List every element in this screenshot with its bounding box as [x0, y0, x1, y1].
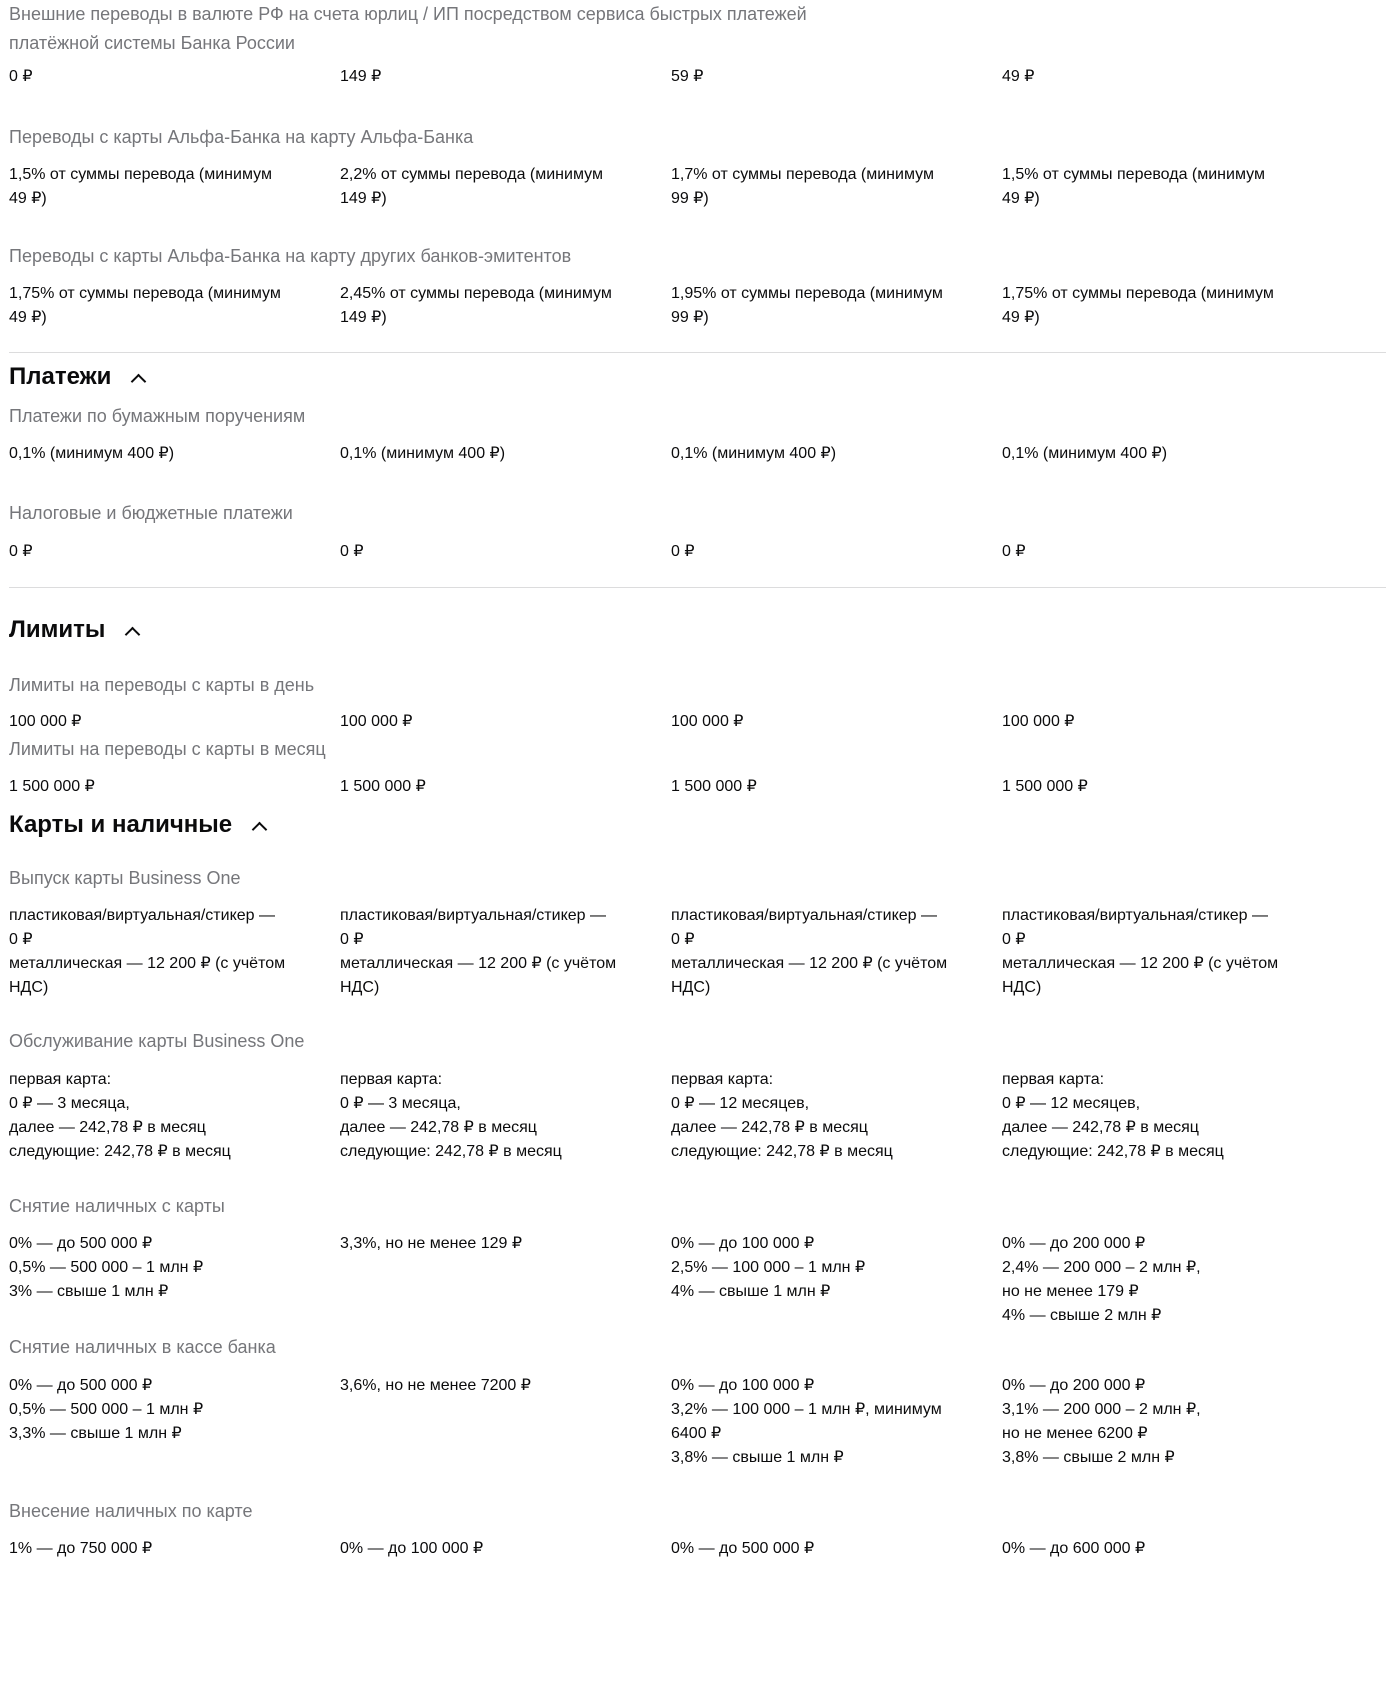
cell-line: следующие: 242,78 ₽ в месяц [9, 1143, 231, 1160]
cell-line: пластиковая/виртуальная/стикер — [1002, 907, 1268, 924]
cell-line: 3,2% — 100 000 – 1 млн ₽, минимум [671, 1401, 942, 1418]
chevron-up-icon[interactable] [252, 821, 268, 837]
cell-alfa-to-other-col2 [340, 282, 630, 330]
cell-line: металлическая — 12 200 ₽ (с учётом [340, 955, 617, 972]
cell-line: 0% — до 100 000 ₽ [340, 1540, 484, 1557]
cell-line: 0 ₽ — 3 месяца, [340, 1095, 461, 1112]
cell-text: 100 000 ₽ [9, 713, 82, 730]
cell-line: 6400 ₽ [671, 1425, 722, 1442]
cell-line: следующие: 242,78 ₽ в месяц [340, 1143, 562, 1160]
cell-card-service-col2 [340, 1068, 630, 1164]
section-header-cards[interactable] [9, 810, 265, 840]
cell-line: 0 ₽ [1002, 931, 1026, 948]
cell-line: металлическая — 12 200 ₽ (с учётом [9, 955, 286, 972]
cell-line: 99 ₽) [671, 309, 709, 326]
cell-tax-col3 [671, 540, 961, 564]
cell-line: 1,7% от суммы перевода (минимум [671, 166, 934, 183]
row-label-limit-month: Лимиты на переводы с карты в месяц [9, 739, 326, 759]
cell-text: 1 500 000 ₽ [1002, 778, 1088, 795]
cell-line: 0% — до 100 000 ₽ [671, 1235, 815, 1252]
cell-sbp-col4 [1002, 65, 1292, 89]
cell-line: 0% — до 200 000 ₽ [1002, 1377, 1146, 1394]
cell-line: 49 ₽) [1002, 309, 1040, 326]
section-divider [9, 587, 1386, 588]
cell-line: 0% — до 500 000 ₽ [671, 1540, 815, 1557]
cell-line: далее — 242,78 ₽ в месяц [340, 1119, 537, 1136]
cell-limit-day-col2 [340, 710, 630, 734]
cell-line: металлическая — 12 200 ₽ (с учётом [1002, 955, 1279, 972]
cell-line: 0,5% — 500 000 – 1 млн ₽ [9, 1259, 204, 1276]
cell-line: 2,2% от суммы перевода (минимум [340, 166, 603, 183]
cell-line: НДС) [1002, 979, 1042, 996]
row-label-text-line2: платёжной системы Банка России [9, 33, 295, 53]
chevron-up-icon[interactable] [125, 626, 141, 642]
cell-line: 99 ₽) [671, 190, 709, 207]
cell-cash-desk-col1 [9, 1374, 299, 1446]
cell-text: 100 000 ₽ [340, 713, 413, 730]
cell-alfa-to-alfa-col1 [9, 163, 299, 211]
cell-line: 1,5% от суммы перевода (минимум [1002, 166, 1265, 183]
cell-cash-card-col3 [671, 1232, 961, 1304]
cell-line: первая карта: [671, 1071, 774, 1088]
cell-deposit-col2 [340, 1537, 630, 1561]
cell-alfa-to-alfa-col4 [1002, 163, 1292, 211]
cell-alfa-to-other-col3 [671, 282, 961, 330]
cell-card-issue-col3 [671, 904, 961, 1000]
cell-deposit-col1 [9, 1537, 299, 1561]
row-label-alfa-to-alfa: Переводы с карты Альфа-Банка на карту Альфа-Банка [9, 127, 474, 147]
cell-text: 0,1% (минимум 400 ₽) [671, 445, 837, 462]
cell-line: 1,5% от суммы перевода (минимум [9, 166, 272, 183]
row-label-tax-payments: Налоговые и бюджетные платежи [9, 503, 293, 523]
cell-line: 3,6%, но не менее 7200 ₽ [340, 1377, 531, 1394]
cell-line: 49 ₽) [9, 309, 47, 326]
section-divider [9, 352, 1386, 353]
cell-line: НДС) [9, 979, 49, 996]
cell-line: но не менее 179 ₽ [1002, 1283, 1139, 1300]
cell-tax-col2 [340, 540, 630, 564]
cell-line: 0 ₽ — 12 месяцев, [1002, 1095, 1141, 1112]
row-label-cash-desk: Снятие наличных в кассе банка [9, 1337, 276, 1357]
cell-line: 149 ₽) [340, 190, 387, 207]
cell-line: 0% — до 500 000 ₽ [9, 1377, 153, 1394]
cell-card-service-col4 [1002, 1068, 1292, 1164]
cell-cash-card-col2 [340, 1232, 630, 1256]
row-label-sbp-transfers [9, 0, 807, 58]
cell-line: 0 ₽ — 12 месяцев, [671, 1095, 810, 1112]
cell-cash-desk-col2 [340, 1374, 630, 1398]
cell-text: 1 500 000 ₽ [671, 778, 757, 795]
cell-alfa-to-alfa-col3 [671, 163, 961, 211]
cell-line: 0% — до 100 000 ₽ [671, 1377, 815, 1394]
cell-text: 100 000 ₽ [671, 713, 744, 730]
cell-paper-col1 [9, 442, 299, 466]
cell-limit-day-col3 [671, 710, 961, 734]
cell-line: далее — 242,78 ₽ в месяц [671, 1119, 868, 1136]
row-label-limit-day: Лимиты на переводы с карты в день [9, 675, 315, 695]
cell-text: 0 ₽ [1002, 543, 1026, 560]
row-label-cash-card: Снятие наличных с карты [9, 1196, 225, 1216]
cell-paper-col2 [340, 442, 630, 466]
cell-paper-col4 [1002, 442, 1292, 466]
cell-card-service-col1 [9, 1068, 299, 1164]
cell-text: 149 ₽ [340, 68, 382, 85]
cell-limit-month-col1 [9, 775, 299, 799]
cell-tax-col4 [1002, 540, 1292, 564]
cell-sbp-col1 [9, 65, 299, 89]
cell-line: 0% — до 200 000 ₽ [1002, 1235, 1146, 1252]
row-label-text: Внешние переводы в валюте РФ на счета юрлиц / ИП посредством сервиса быстрых платежей [9, 4, 807, 24]
cell-card-issue-col4 [1002, 904, 1292, 1000]
cell-line: первая карта: [1002, 1071, 1105, 1088]
cell-card-issue-col2 [340, 904, 630, 1000]
cell-line: первая карта: [340, 1071, 443, 1088]
cell-alfa-to-alfa-col2 [340, 163, 630, 211]
cell-cash-desk-col4 [1002, 1374, 1292, 1470]
cell-line: но не менее 6200 ₽ [1002, 1425, 1148, 1442]
cell-limit-month-col2 [340, 775, 630, 799]
cell-limit-month-col3 [671, 775, 961, 799]
cell-limit-month-col4 [1002, 775, 1292, 799]
row-label-card-issue: Выпуск карты Business One [9, 868, 241, 888]
cell-line: 4% — свыше 1 млн ₽ [671, 1283, 831, 1300]
cell-cash-card-col4 [1002, 1232, 1292, 1328]
cell-text: 59 ₽ [671, 68, 704, 85]
cell-deposit-col4 [1002, 1537, 1292, 1561]
cell-alfa-to-other-col4 [1002, 282, 1292, 330]
cell-limit-day-col1 [9, 710, 299, 734]
cell-line: 2,4% — 200 000 – 2 млн ₽, [1002, 1259, 1201, 1276]
cell-text: 0 ₽ [671, 543, 695, 560]
cell-deposit-col3 [671, 1537, 961, 1561]
cell-line: 149 ₽) [340, 309, 387, 326]
cell-line: 1,95% от суммы перевода (минимум [671, 285, 943, 302]
cell-line: 3,3% — свыше 1 млн ₽ [9, 1425, 182, 1442]
row-label-cash-deposit: Внесение наличных по карте [9, 1501, 253, 1521]
cell-line: далее — 242,78 ₽ в месяц [1002, 1119, 1199, 1136]
cell-line: 1,75% от суммы перевода (минимум [9, 285, 281, 302]
row-label-paper-payments: Платежи по бумажным поручениям [9, 406, 306, 426]
cell-line: 2,45% от суммы перевода (минимум [340, 285, 612, 302]
cell-line: пластиковая/виртуальная/стикер — [340, 907, 606, 924]
cell-line: 0% — до 500 000 ₽ [9, 1235, 153, 1252]
row-label-alfa-to-other: Переводы с карты Альфа-Банка на карту других банков-эмитентов [9, 246, 572, 266]
cell-line: 2,5% — 100 000 – 1 млн ₽ [671, 1259, 866, 1276]
cell-text: 49 ₽ [1002, 68, 1035, 85]
cell-alfa-to-other-col1 [9, 282, 299, 330]
cell-line: 0 ₽ [9, 931, 33, 948]
section-title: Платежи [9, 363, 112, 390]
cell-line: 0% — до 600 000 ₽ [1002, 1540, 1146, 1557]
cell-line: 3,8% — свыше 1 млн ₽ [671, 1449, 844, 1466]
cell-card-issue-col1 [9, 904, 299, 1000]
section-header-limits[interactable] [9, 615, 138, 645]
cell-text: 1 500 000 ₽ [340, 778, 426, 795]
cell-line: 0,5% — 500 000 – 1 млн ₽ [9, 1401, 204, 1418]
cell-line: 49 ₽) [1002, 190, 1040, 207]
cell-line: пластиковая/виртуальная/стикер — [9, 907, 275, 924]
cell-line: 3,8% — свыше 2 млн ₽ [1002, 1449, 1175, 1466]
cell-line: 3,1% — 200 000 – 2 млн ₽, [1002, 1401, 1201, 1418]
cell-sbp-col2 [340, 65, 630, 89]
cell-line: 3,3%, но не менее 129 ₽ [340, 1235, 523, 1252]
cell-text: 0 ₽ [9, 543, 33, 560]
section-title: Карты и наличные [9, 811, 233, 838]
cell-paper-col3 [671, 442, 961, 466]
cell-text: 0 ₽ [9, 68, 33, 85]
section-title: Лимиты [9, 616, 106, 643]
cell-line: пластиковая/виртуальная/стикер — [671, 907, 937, 924]
cell-text: 0,1% (минимум 400 ₽) [340, 445, 506, 462]
cell-line: следующие: 242,78 ₽ в месяц [671, 1143, 893, 1160]
cell-text: 0 ₽ [340, 543, 364, 560]
cell-text: 0,1% (минимум 400 ₽) [1002, 445, 1168, 462]
cell-line: НДС) [671, 979, 711, 996]
cell-limit-day-col4 [1002, 710, 1292, 734]
cell-line: 0 ₽ — 3 месяца, [9, 1095, 130, 1112]
cell-line: 1,75% от суммы перевода (минимум [1002, 285, 1274, 302]
cell-text: 100 000 ₽ [1002, 713, 1075, 730]
cell-line: 0 ₽ [340, 931, 364, 948]
cell-line: НДС) [340, 979, 380, 996]
chevron-up-icon[interactable] [131, 373, 147, 389]
cell-text: 0,1% (минимум 400 ₽) [9, 445, 175, 462]
cell-line: 0 ₽ [671, 931, 695, 948]
cell-line: металлическая — 12 200 ₽ (с учётом [671, 955, 948, 972]
cell-card-service-col3 [671, 1068, 961, 1164]
row-label-card-service: Обслуживание карты Business One [9, 1031, 305, 1051]
cell-line: 3% — свыше 1 млн ₽ [9, 1283, 169, 1300]
cell-cash-desk-col3 [671, 1374, 961, 1470]
section-header-payments[interactable] [9, 362, 144, 392]
cell-line: 1% — до 750 000 ₽ [9, 1540, 153, 1557]
cell-line: 4% — свыше 2 млн ₽ [1002, 1307, 1162, 1324]
cell-sbp-col3 [671, 65, 961, 89]
cell-tax-col1 [9, 540, 299, 564]
cell-text: 1 500 000 ₽ [9, 778, 95, 795]
cell-line: далее — 242,78 ₽ в месяц [9, 1119, 206, 1136]
cell-line: 49 ₽) [9, 190, 47, 207]
cell-line: первая карта: [9, 1071, 112, 1088]
cell-cash-card-col1 [9, 1232, 299, 1304]
cell-line: следующие: 242,78 ₽ в месяц [1002, 1143, 1224, 1160]
